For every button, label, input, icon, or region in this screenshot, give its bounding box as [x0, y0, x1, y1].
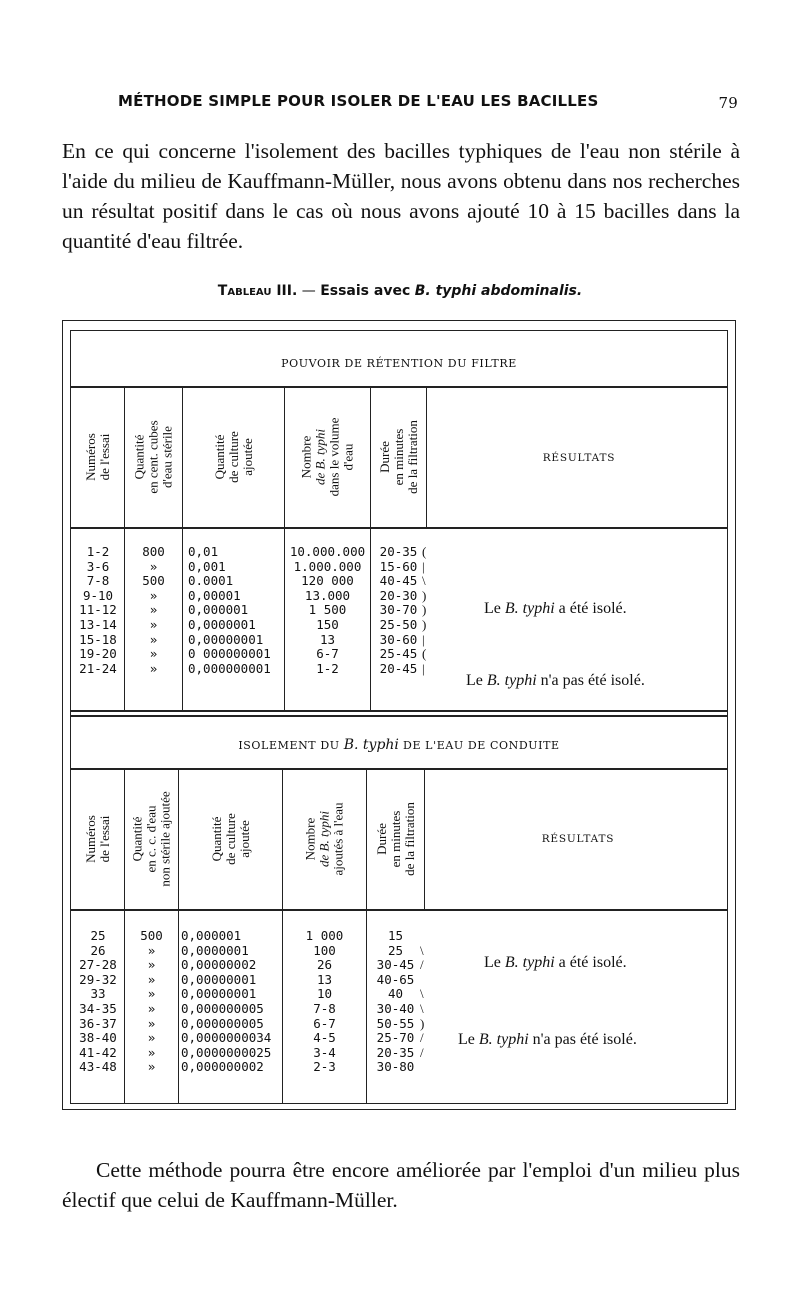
- s1-row-7-eau: »: [149, 631, 158, 647]
- section-separator-1: [70, 710, 728, 712]
- s1-row-4-eau: »: [149, 587, 158, 603]
- s2-row-4-nombre: 13: [316, 971, 333, 987]
- s2-row-9-nombre: 3-4: [313, 1044, 336, 1060]
- s2-row-10-essai: 43-48: [79, 1059, 117, 1075]
- s1-row-9-nombre: 1-2: [316, 660, 339, 676]
- s1-row-3-nombre: 120 000: [301, 573, 354, 589]
- s1-column-culture: [188, 545, 284, 676]
- s1-row-7-nombre: 13: [319, 631, 336, 647]
- s1-row-9-essai: 21-24: [79, 660, 117, 676]
- section1-title: POUVOIR DE RÉTENTION DU FILTRE: [281, 357, 517, 370]
- s2-row-7-essai: 36-37: [79, 1015, 117, 1031]
- s2-row-9-essai: 41-42: [79, 1044, 117, 1060]
- table-caption-dash: —: [301, 283, 316, 299]
- table-caption-organism: B. typhi abdominalis.: [414, 283, 583, 299]
- s2-row-3-eau: »: [147, 957, 156, 973]
- s1-row-3-culture: 0.0001: [188, 573, 234, 589]
- s1-row-5-nombre: 1 500: [308, 602, 347, 618]
- s2-result-positive: Le B. typhi a été isolé.: [484, 954, 627, 971]
- s2-row-4-essai: 29-32: [79, 971, 117, 987]
- s2-row-1-eau: 500: [140, 928, 163, 943]
- s1-row-6-nombre: 150: [316, 616, 339, 632]
- s2-row-2-essai: 26: [90, 942, 106, 958]
- s2-row-1-essai: 25: [90, 928, 106, 943]
- s1-row-6-culture: 0,0000001: [188, 616, 256, 632]
- s1-row-8-nombre: 6-7: [316, 646, 339, 662]
- s2-row-6-essai: 34-35: [79, 1000, 117, 1016]
- s1-row-5-essai: 11-12: [79, 602, 117, 618]
- s2-header-nombre: Nombre de B. typhi ajoutés à l'eau: [302, 802, 346, 876]
- s1-row-3-eau: 500: [142, 573, 165, 589]
- s1-row-6-essai: 13-14: [79, 616, 117, 632]
- s2-row-3-essai: 27-28: [79, 957, 117, 973]
- s2-row-4-duree: 40-65: [376, 971, 415, 987]
- s1-row-1-nombre: 10.000.000: [289, 544, 366, 559]
- s2-column-nombre: [283, 929, 366, 1075]
- section-separator-2: [70, 715, 728, 717]
- s2-column-essai: [72, 929, 124, 1075]
- s2-brace-marks: \ / \ \ ) / /: [420, 942, 425, 1060]
- s1-column-nombre: [285, 545, 370, 676]
- s2-row-9-culture: 0,0000000025: [181, 1044, 272, 1060]
- s2-column-duree: [367, 929, 424, 1075]
- closing-paragraph: Cette méthode pourra être encore améliorée par l'emploi d'un milieu plus électif que celui de Kauffmann-Müller.: [62, 1158, 740, 1212]
- section2-title: ISOLEMENT DU B. typhi DE L'EAU DE CONDUITE: [238, 737, 560, 753]
- s1-result-positive: Le B. typhi a été isolé.: [484, 600, 627, 617]
- s1-row-8-eau: »: [149, 646, 158, 662]
- s1-brace-marks: ( | \ ) ) ) | ( |: [422, 544, 427, 676]
- s2-row-7-culture: 0,000000005: [181, 1015, 264, 1031]
- s2-row-5-duree: 40: [387, 986, 404, 1002]
- table-caption-label: Tableau III.: [217, 283, 298, 299]
- table-caption: [0, 283, 800, 299]
- intro-paragraph: En ce qui concerne l'isolement des bacilles typhiques de l'eau non stérile à l'aide du milieu de Kauffmann-Müller, nous avons obtenu dans nos recherches un résultat positif dans le cas où nous avons ajouté 10 à 15 bacilles dans la quantité d'eau filtrée.: [62, 139, 740, 253]
- s2-row-2-culture: 0,0000001: [181, 942, 249, 958]
- s1-row-5-culture: 0,000001: [188, 602, 249, 618]
- s2-row-3-duree: 30-45: [376, 957, 415, 973]
- s1-row-9-culture: 0,000000001: [188, 660, 271, 676]
- s2-header-resultats: RÉSULTATS: [541, 833, 615, 845]
- running-head-title: MÉTHODE SIMPLE POUR ISOLER DE L'EAU LES BACILLES: [118, 92, 599, 110]
- s1-row-7-culture: 0,00000001: [188, 631, 264, 647]
- s2-row-8-culture: 0,0000000034: [181, 1030, 272, 1046]
- s2-row-7-nombre: 6-7: [313, 1015, 336, 1031]
- s2-header-essai: Numéros de l'essai: [82, 815, 112, 863]
- s2-row-2-duree: 25: [387, 942, 404, 958]
- s2-row-2-nombre: 100: [313, 942, 336, 958]
- s1-header-essai: Numéros de l'essai: [82, 433, 112, 481]
- table-caption-text: Essais avec: [320, 283, 411, 299]
- s1-result-negative: Le B. typhi n'a pas été isolé.: [466, 672, 645, 689]
- s1-row-8-essai: 19-20: [79, 646, 117, 662]
- s1-row-2-culture: 0,001: [188, 558, 226, 574]
- s1-row-5-eau: »: [149, 602, 158, 618]
- s1-col-divider-5: [426, 387, 427, 527]
- s2-row-6-eau: »: [147, 1000, 156, 1016]
- s2-row-6-culture: 0,000000005: [181, 1000, 264, 1016]
- s2-row-4-eau: »: [147, 971, 156, 987]
- s2-header-duree: Durée en minutes de la filtration: [373, 802, 417, 876]
- s2-row-10-duree: 30-80: [376, 1059, 415, 1075]
- s2-row-6-duree: 30-40: [376, 1000, 415, 1016]
- s2-row-9-eau: »: [147, 1044, 156, 1060]
- s2-row-8-essai: 38-40: [79, 1030, 117, 1046]
- s2-row-4-culture: 0,00000001: [181, 971, 257, 987]
- s1-row-8-duree: 25-45: [379, 646, 418, 662]
- s2-row-5-eau: »: [147, 986, 156, 1002]
- s2-row-3-culture: 0,00000002: [181, 957, 257, 973]
- s1-header-rule: [70, 527, 728, 529]
- s1-header-culture: Quantité de culture ajoutée: [211, 431, 255, 483]
- s1-row-6-duree: 25-50: [379, 616, 418, 632]
- s1-header-duree: Durée en minutes de la filtration: [376, 420, 420, 494]
- s2-row-5-essai: 33: [90, 986, 106, 1002]
- s2-row-5-nombre: 10: [316, 986, 333, 1002]
- s2-row-10-culture: 0,000000002: [181, 1059, 264, 1075]
- s1-header-nombre: Nombre de B. typhi dans le volume d'eau: [298, 417, 356, 497]
- s1-row-4-culture: 0,00001: [188, 587, 241, 603]
- s1-row-4-duree: 20-30: [379, 587, 418, 603]
- s1-row-3-essai: 7-8: [86, 573, 110, 589]
- s1-row-2-eau: »: [149, 558, 158, 574]
- s2-row-7-eau: »: [147, 1015, 156, 1031]
- s2-result-negative: Le B. typhi n'a pas été isolé.: [458, 1031, 637, 1048]
- s1-column-essai: [72, 545, 124, 676]
- s1-row-5-duree: 30-70: [379, 602, 418, 618]
- s1-row-7-duree: 30-60: [379, 631, 418, 647]
- s2-row-10-nombre: 2-3: [313, 1059, 336, 1075]
- s1-row-1-duree: 20-35: [379, 544, 418, 559]
- s2-column-quantite-eau: [125, 929, 178, 1075]
- s2-header-quantite-eau: Quantité en c. c. d'eau non stérile ajoutée: [129, 791, 173, 887]
- s1-row-1-eau: 800: [142, 544, 165, 559]
- s1-row-4-nombre: 13.000: [304, 587, 351, 603]
- s2-row-1-culture: 0,000001: [181, 928, 242, 943]
- s1-row-7-essai: 15-18: [79, 631, 117, 647]
- s1-column-duree: [371, 545, 426, 676]
- s2-row-1-duree: 15: [387, 928, 404, 943]
- s2-row-6-nombre: 7-8: [313, 1000, 336, 1016]
- s2-row-8-eau: »: [147, 1030, 156, 1046]
- s1-row-9-eau: »: [149, 660, 158, 676]
- s1-column-quantite-eau: [125, 545, 182, 676]
- s2-column-culture: [181, 929, 282, 1075]
- s1-row-8-culture: 0 000000001: [188, 646, 271, 662]
- s2-row-1-nombre: 1 000: [305, 928, 344, 943]
- s2-row-5-culture: 0,00000001: [181, 986, 257, 1002]
- s1-row-4-essai: 9-10: [82, 587, 114, 603]
- s2-header-culture: Quantité de culture ajoutée: [208, 813, 252, 865]
- s2-col-divider-5: [424, 769, 425, 909]
- s2-row-8-nombre: 4-5: [313, 1030, 336, 1046]
- s2-row-10-eau: »: [147, 1059, 156, 1075]
- s2-row-2-eau: »: [147, 942, 156, 958]
- s2-header-rule: [70, 909, 728, 911]
- s1-row-6-eau: »: [149, 616, 158, 632]
- s2-row-7-duree: 50-55: [376, 1015, 415, 1031]
- s2-row-3-nombre: 26: [316, 957, 333, 973]
- s1-row-1-culture: 0,01: [188, 544, 219, 559]
- s2-row-9-duree: 20-35: [376, 1044, 415, 1060]
- s1-row-2-nombre: 1.000.000: [293, 558, 362, 574]
- s1-row-1-essai: 1-2: [86, 544, 110, 559]
- s1-row-2-essai: 3-6: [86, 558, 110, 574]
- page-number: 79: [718, 94, 738, 112]
- s1-header-quantite-eau: Quantité en cent. cubes d'eau stérile: [131, 420, 175, 494]
- s1-row-3-duree: 40-45: [379, 573, 418, 589]
- s1-header-resultats: RÉSULTATS: [542, 452, 616, 464]
- s2-row-8-duree: 25-70: [376, 1030, 415, 1046]
- s1-row-9-duree: 20-45: [379, 660, 418, 676]
- s1-row-2-duree: 15-60: [379, 558, 418, 574]
